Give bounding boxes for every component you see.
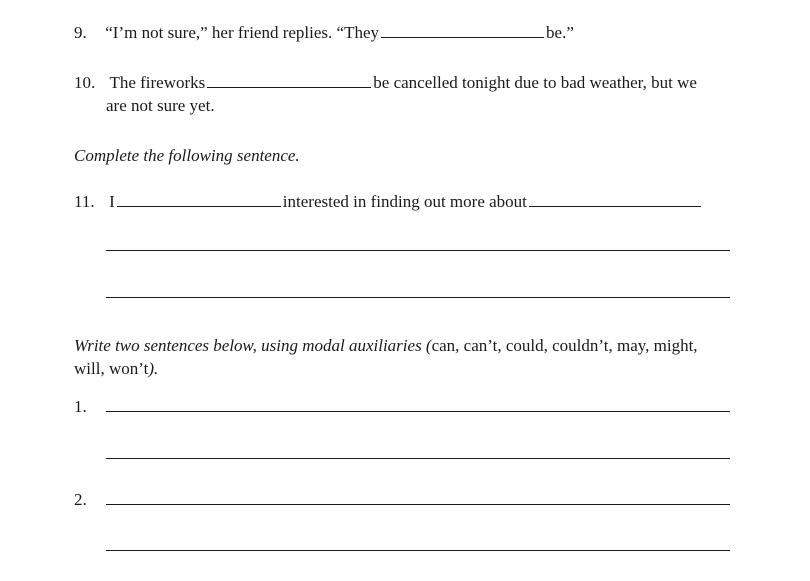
question-text: I [109,192,115,211]
instruction-text: ). [148,359,159,378]
question-10-continued: are not sure yet. [106,96,215,115]
answer-blank[interactable] [207,73,371,88]
answer-number: 2. [74,490,87,509]
modal-list: can, can’t, could, couldn’t, may, might, [431,336,698,355]
question-number: 10. [74,73,96,92]
answer-blank[interactable] [529,192,701,207]
instruction-modal-auxiliaries-line2 [74,359,158,379]
answer-blank[interactable] [381,23,544,38]
question-9 [74,23,574,43]
answer-line[interactable] [106,411,730,412]
question-text: be cancelled tonight due to bad weather, but we [373,73,697,92]
question-text: The fireworks [109,73,206,92]
question-11 [74,192,703,212]
instruction-text: Write two sentences below, using modal auxiliaries ( [74,336,432,355]
modal-list: will, won’t [74,359,149,378]
question-text: be.” [546,23,574,42]
answer-blank[interactable] [117,192,281,207]
instruction-complete-sentence: Complete the following sentence. [74,146,300,165]
question-number: 9. [74,23,87,42]
question-number: 11. [74,192,95,211]
question-10 [74,73,697,93]
answer-line[interactable] [106,504,730,505]
answer-number: 1. [74,397,87,416]
answer-line[interactable] [106,550,730,551]
question-text: interested in finding out more about [282,192,527,211]
answer-line[interactable] [106,250,730,251]
instruction-modal-auxiliaries [74,336,698,356]
answer-line[interactable] [106,458,730,459]
answer-line[interactable] [106,297,730,298]
question-text: “I’m not sure,” her friend replies. “They [105,23,380,42]
